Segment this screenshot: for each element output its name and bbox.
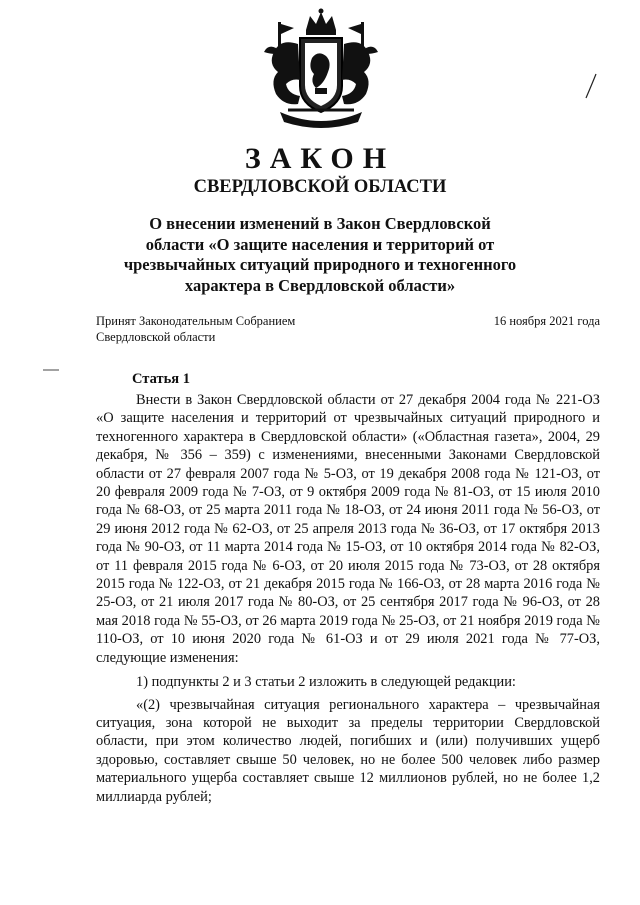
- article-paragraph-3: «(2) чрезвычайная ситуация регионального характера – чрезвычайная ситуация, зона которой не выходит за пределы территории Свердловской области, при этом количество людей, погибших и (или) получивших ущерб здоровью, составляет свыше 50 человек, но не более 500 человек либо размер материального ущерба составляет свыше 12 миллионов рублей, но не более 1,2 миллиарда рублей;: [96, 696, 600, 805]
- article-paragraph-1: Внести в Закон Свердловской области от 27 декабря 2004 года № 221-ОЗ «О защите населения и территорий от чрезвычайных ситуаций природного и техногенного характера в Свердловской области» («Областная газета», 2004, 29 декабря, № 356 – 359) с изменениями, внесенными Законами Свердловской области от 27 февраля 2007 года № 5-ОЗ, от 19 декабря 2008 года № 121-ОЗ, от 20 февраля 2009 года № 7-ОЗ, от 9 октября 2009 года № 81-ОЗ, от 15 июля 2010 года № 68-ОЗ, от 25 марта 2011 года № 18-ОЗ, от 24 июня 2011 года № 56-ОЗ, от 29 июня 2012 года № 62-ОЗ, от 25 апреля 2013 года № 36-ОЗ, от 17 октября 2013 года № 90-ОЗ, от 11 марта 2014 года № 15-ОЗ, от 10 октября 2014 года № 82-ОЗ, от 11 февраля 2015 года № 6-ОЗ, от 20 июля 2015 года № 73-ОЗ, от 28 октября 2015 года № 122-ОЗ, от 21 декабря 2015 года № 166-ОЗ, от 28 марта 2016 года № 25-ОЗ, от 21 июля 2017 года № 80-ОЗ, от 25 сентября 2017 года № 96-ОЗ, от 28 мая 2018 года № 55-ОЗ, от 26 марта 2019 года № 25-ОЗ, от 21 ноября 2019 года № 110-ОЗ, от 10 июня 2020 года № 61-ОЗ и от 29 июля 2021 года № 77-ОЗ, следующие изменения:: [96, 392, 600, 666]
- adopted-line-1: Принят Законодательным Собранием: [96, 314, 296, 328]
- adoption-date: 16 ноября 2021 года: [493, 314, 600, 328]
- adopted-by: [96, 313, 295, 345]
- article-paragraph-2: 1) подпункты 2 и 3 статьи 2 изложить в следующей редакции:: [136, 674, 516, 691]
- document-title: ЗАКОН: [244, 142, 396, 175]
- margin-dash-mark: [42, 368, 60, 372]
- crown-icon: [306, 9, 336, 36]
- article-title: Статья 1: [132, 371, 190, 387]
- document-subtitle: СВЕРДЛОВСКОЙ ОБЛАСТИ: [193, 177, 447, 197]
- handwritten-mark: [580, 72, 600, 102]
- law-heading: О внесении изменений в Закон Свердловской области «О защите населения и территорий от чрезвычайных ситуаций природного и техногенного характера в Свердловской области»: [123, 214, 517, 295]
- adopted-line-2: Свердловской области: [96, 330, 216, 344]
- article-body: [96, 391, 600, 812]
- coat-of-arms-emblem: [258, 8, 384, 132]
